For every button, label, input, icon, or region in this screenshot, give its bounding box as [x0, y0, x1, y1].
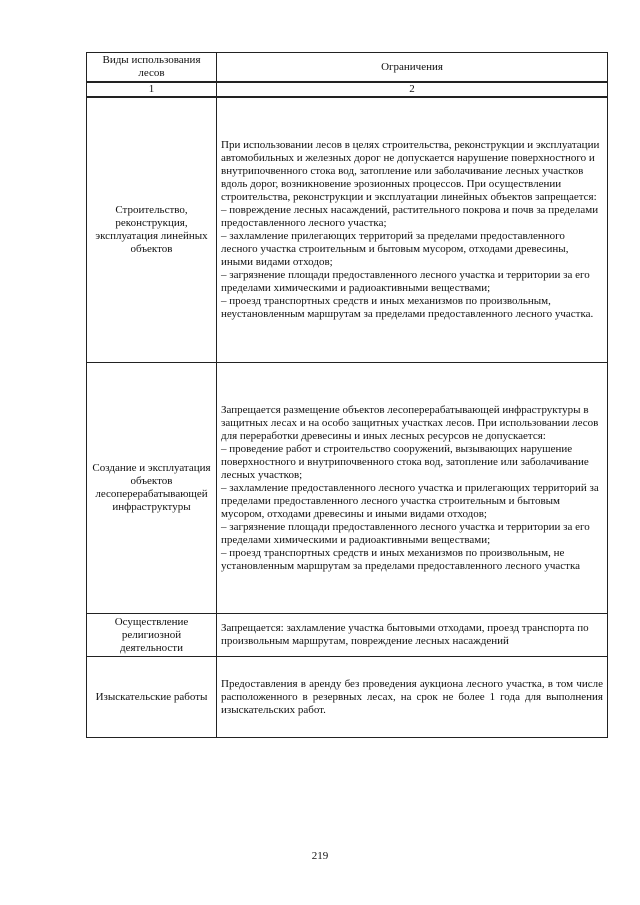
restriction-paragraph: – захламление прилегающих территорий за пределами предоставленного лесного участка строительным и бытовым мусором, отходами древесины, иными видами отходов;: [221, 230, 569, 268]
restrictions-cell: [217, 363, 608, 614]
column-number-row: [87, 82, 608, 97]
page-number: 219: [311, 850, 329, 862]
restriction-paragraph: – проезд транспортных средств и иных механизмов по произвольным, неустановленным маршрутам за пределами предоставленного лесного участка.: [221, 295, 594, 320]
restrictions-cell: [217, 97, 608, 363]
use-type-cell: Строительство, реконструкция, эксплуатация линейных объектов: [87, 97, 217, 363]
use-type-cell: Осуществление религиозной деятельности: [87, 614, 217, 657]
table-row: [87, 614, 608, 657]
restriction-paragraph: – захламление предоставленного лесного участка и прилегающих территорий за пределами предоставленного лесного участка строительным и бытовым мусором, отходами древесины и иными видами отходов;: [221, 481, 599, 520]
restriction-paragraph: Предоставления в аренду без проведения аукциона лесного участка, в том числе расположенного в резервных лесах, на срок не более 1 года для выполнения изыскательских работ.: [221, 677, 603, 716]
use-type-cell: Создание и эксплуатация объектов лесоперерабатывающей инфраструктуры: [87, 363, 217, 614]
restriction-paragraph: Запрещается: захламление участка бытовыми отходами, проезд транспорта по произвольным маршрутам, повреждение лесных насаждений: [221, 622, 589, 647]
column-number-1: 1: [87, 82, 217, 97]
header-col-uses: Виды использования лесов: [87, 53, 217, 83]
restriction-paragraph: – проведение работ и строительство сооружений, вызывающих нарушение поверхностного и внутрипочвенного стока вод, затопление или заболачивание лесных участков;: [221, 442, 589, 481]
table-row: [87, 363, 608, 614]
use-type-cell: Изыскательские работы: [87, 657, 217, 738]
header-col-restrictions: Ограничения: [217, 53, 608, 83]
restriction-paragraph: – повреждение лесных насаждений, растительного покрова и почв за пределами предоставленного лесного участка;: [221, 204, 599, 229]
restrictions-cell: [217, 614, 608, 657]
restriction-paragraph: – загрязнение площади предоставленного лесного участка и территории за его пределами химическими и радиоактивными веществами;: [221, 269, 590, 294]
restrictions-table: [86, 52, 608, 738]
table-row: [87, 657, 608, 738]
restriction-paragraph: – загрязнение площади предоставленного лесного участка и территории за его пределами химическими и радиоактивными веществами;: [221, 520, 590, 546]
restrictions-cell: [217, 657, 608, 738]
table-row: [87, 97, 608, 363]
table-header-row: [87, 53, 608, 83]
column-number-2: 2: [217, 82, 608, 97]
restriction-paragraph: При использовании лесов в целях строительства, реконструкции и эксплуатации автомобильных и железных дорог не допускается нарушение поверхностного и внутрипочвенного стока вод, затопление или заболачивание лесных участков вдоль дорог, возникновение эрозионных процессов. При осуществлении строительства, реконструкции и эксплуатации линейных объектов запрещается:: [221, 139, 600, 203]
restriction-paragraph: Запрещается размещение объектов лесоперерабатывающей инфраструктуры в защитных лесах и на особо защитных участках лесов. При использовании лесов для переработки древесины и иных лесных ресурсов не допускается:: [221, 403, 599, 442]
restriction-paragraph: – проезд транспортных средств и иных механизмов по произвольным, не установленным маршрутам за пределами предоставленного лесного участка: [221, 546, 581, 572]
